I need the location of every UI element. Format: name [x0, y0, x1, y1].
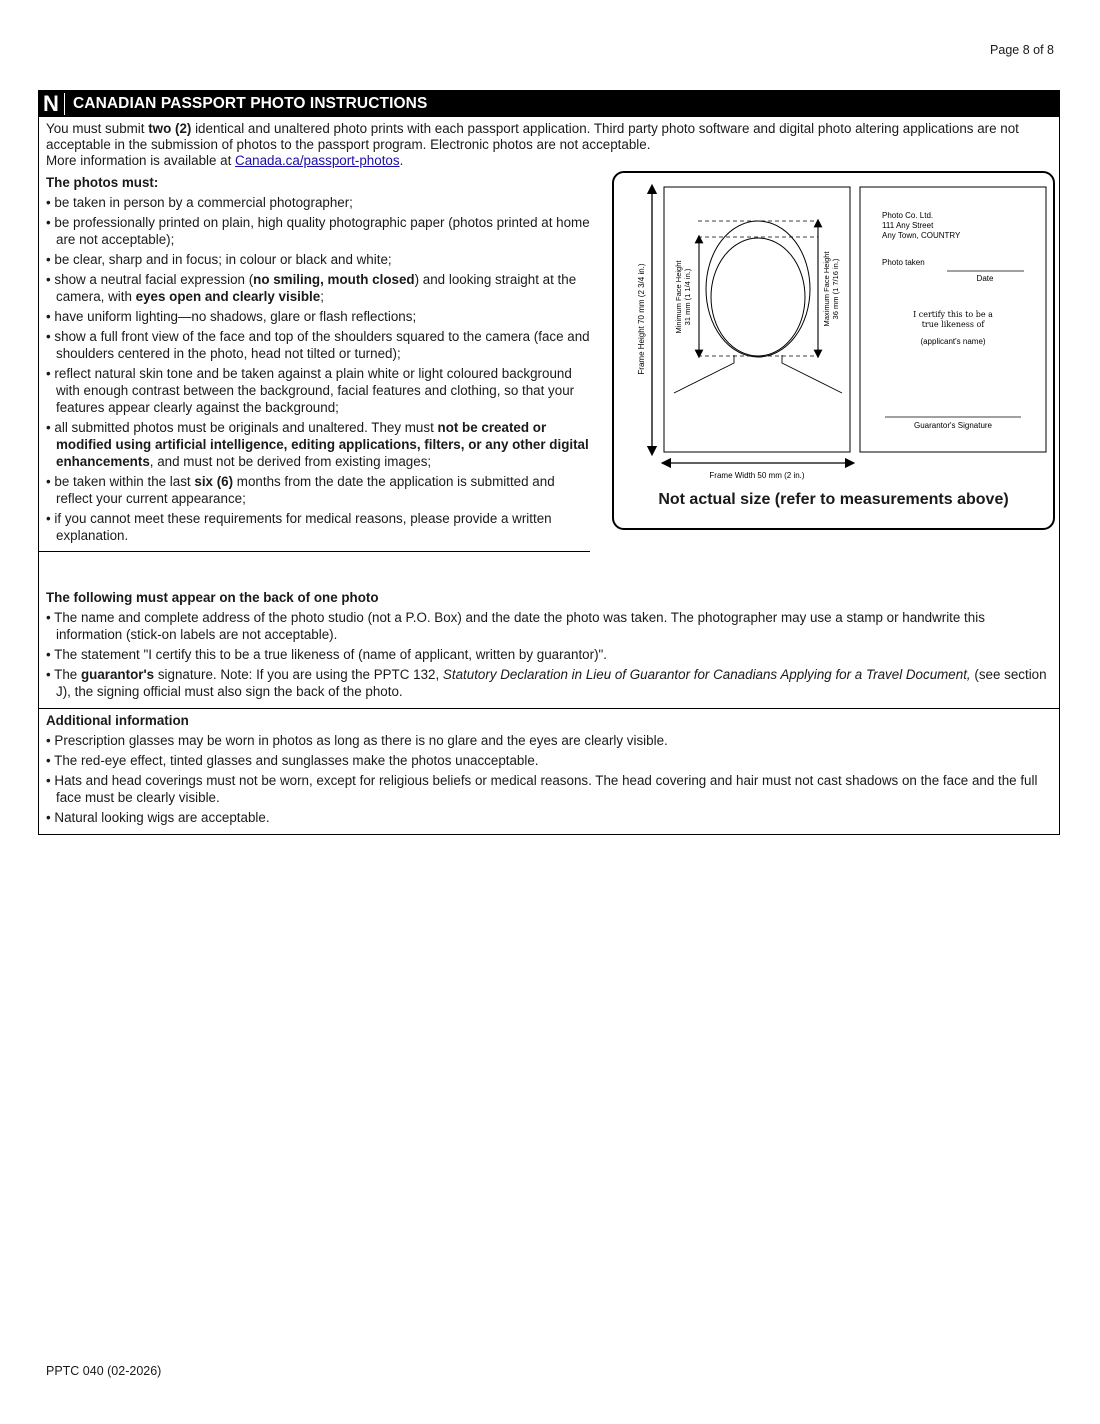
form-code: PPTC 040 (02-2026)	[46, 1364, 162, 1378]
section-header	[39, 91, 1059, 117]
certify-line-2: true likeness of	[921, 320, 985, 329]
list-item: • The guarantor's signature. Note: If you are using the PPTC 132, Statutory Declaration in Lieu of Guarantor for Canadians Applying for a Travel Document, (see section J), the signing official must also sign the back of the photo.	[46, 666, 1051, 700]
intro-paragraph	[39, 117, 1059, 173]
list-item: • show a full front view of the face and top of the shoulders squared to the camera (face and shoulders centered in the photo, head not tilted or turned);	[46, 328, 590, 362]
photo-diagram-drawing	[614, 173, 1053, 528]
studio-street: 111 Any Street	[882, 221, 934, 230]
list-item: • be taken within the last six (6) months from the date the application is submitted and reflect your current appearance;	[46, 473, 590, 507]
list-item: • reflect natural skin tone and be taken against a plain white or light coloured background with enough contrast between the background, facial features and clothing, so that your features appear clearly against the background;	[46, 365, 590, 416]
not-actual-size-note: Not actual size (refer to measurements above)	[658, 491, 1009, 508]
back-of-photo-list	[46, 609, 1051, 700]
studio-name: Photo Co. Ltd.	[882, 211, 934, 220]
list-item: • have uniform lighting—no shadows, glare or flash reflections;	[46, 308, 590, 325]
frame-width-label: Frame Width 50 mm (2 in.)	[709, 471, 805, 480]
certify-line-1: I certify this to be a	[913, 310, 993, 319]
section-letter: N	[41, 93, 65, 115]
additional-info-list	[46, 732, 1051, 826]
list-item: • be clear, sharp and in focus; in colour or black and white;	[46, 251, 590, 268]
min-face-mm: 31 mm (1 1/4 in.)	[683, 268, 692, 326]
intro-text-2: identical and unaltered photo prints with each passport application. Third party photo software and digital photo altering applications are not acceptable in the submission of photos to the passport program. Electronic photos are not acceptable.	[46, 121, 1019, 152]
date-label: Date	[976, 274, 994, 283]
list-item: • show a neutral facial expression (no smiling, mouth closed) and looking straight at the camera, with eyes open and clearly visible;	[46, 271, 590, 305]
passport-photos-link[interactable]: Canada.ca/passport-photos	[235, 153, 400, 168]
list-item: • The red-eye effect, tinted glasses and sunglasses make the photos unacceptable.	[46, 752, 1051, 769]
photo-taken-label: Photo taken	[882, 258, 925, 267]
min-face-oval	[711, 238, 805, 356]
period: .	[399, 153, 404, 168]
additional-info-heading: Additional information	[46, 713, 189, 728]
list-item: • The statement "I certify this to be a true likeness of (name of applicant, written by guarantor)".	[46, 646, 1051, 663]
back-of-photo-heading: The following must appear on the back of one photo	[46, 590, 379, 605]
list-item: • Prescription glasses may be worn in photos as long as there is no glare and the eyes are clearly visible.	[46, 732, 1051, 749]
max-face-mm: 36 mm (1 7/16 in.)	[831, 258, 840, 320]
max-face-oval	[706, 221, 810, 357]
section-n	[38, 90, 1060, 835]
intro-bold: two (2)	[148, 121, 192, 136]
page-number: Page 8 of 8	[990, 43, 1054, 57]
list-item: • be taken in person by a commercial photographer;	[46, 194, 590, 211]
intro-text: You must submit	[46, 121, 149, 136]
photos-must-heading: The photos must:	[46, 175, 159, 190]
more-info-text: More information is available at	[46, 153, 236, 168]
photos-must-column	[39, 173, 590, 552]
photos-must-list	[46, 194, 590, 544]
list-item: • be professionally printed on plain, high quality photographic paper (photos printed at home are not acceptable);	[46, 214, 590, 248]
photo-diagram	[612, 171, 1055, 530]
list-item: • Hats and head coverings must not be worn, except for religious beliefs or medical reasons. The head covering and hair must not cast shadows on the face and the full face must be clearly visible.	[46, 772, 1051, 806]
min-face-label: Minimum Face Height	[674, 260, 683, 334]
frame-height-label: Frame Height 70 mm (2 3/4 in.)	[637, 263, 646, 375]
right-shoulder	[782, 355, 842, 393]
guarantor-signature-label: Guarantor's Signature	[913, 421, 993, 430]
left-shoulder	[674, 355, 734, 393]
requirements-area	[39, 173, 1059, 586]
applicant-name-label: (applicant's name)	[920, 337, 986, 346]
back-of-photo-section	[39, 586, 1059, 709]
list-item: • The name and complete address of the photo studio (not a P.O. Box) and the date the photo was taken. The photographer may use a stamp or handwrite this information (stick-on labels are not acceptable).	[46, 609, 1051, 643]
section-title: CANADIAN PASSPORT PHOTO INSTRUCTIONS	[73, 95, 428, 112]
studio-town: Any Town, COUNTRY	[882, 231, 961, 240]
list-item: • all submitted photos must be originals and unaltered. They must not be created or modified using artificial intelligence, editing applications, filters, or any other digital enhancements, and must not be derived from existing images;	[46, 419, 590, 470]
list-item: • if you cannot meet these requirements for medical reasons, please provide a written explanation.	[46, 510, 590, 544]
list-item: • Natural looking wigs are acceptable.	[46, 809, 1051, 826]
additional-info-section	[39, 709, 1059, 834]
max-face-label: Maximum Face Height	[822, 251, 831, 327]
